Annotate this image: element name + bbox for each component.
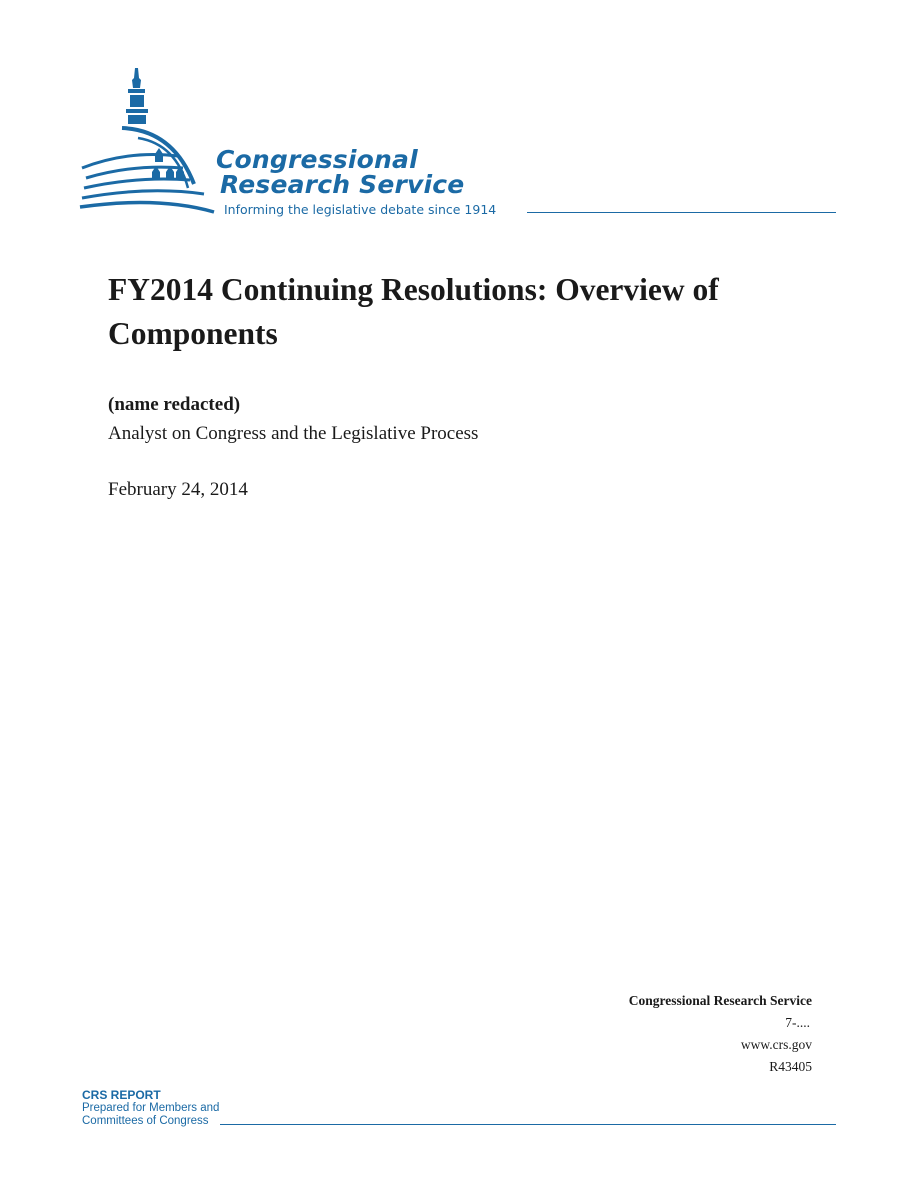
report-info — [629, 990, 812, 1078]
report-title: FY2014 Continuing Resolutions: Overview of Components — [108, 272, 719, 351]
footer-line3: Committees of Congress — [82, 1115, 209, 1127]
brand-name-line1: Congressional — [216, 145, 418, 174]
capitol-dome-icon — [78, 64, 238, 220]
brand-tagline: Informing the legislative debate since 1914 — [224, 202, 497, 217]
report-date: February 24, 2014 — [108, 479, 248, 500]
organization-name: Congressional Research Service — [628, 993, 812, 1008]
brand-name-line2: Research Service — [220, 170, 465, 199]
author-title: Analyst on Congress and the Legislative Process — [108, 423, 479, 444]
footer-label: CRS REPORT — [82, 1088, 161, 1102]
author-name: (name redacted) — [108, 394, 241, 415]
crs-report-footer — [82, 1089, 219, 1128]
footer-line2: Prepared for Members and — [82, 1102, 220, 1114]
footer-rule — [220, 1124, 836, 1125]
header-rule — [527, 212, 836, 213]
phone-number: 7-.... — [785, 1015, 810, 1030]
website-link[interactable]: www.crs.gov — [740, 1037, 812, 1052]
report-number: R43405 — [769, 1059, 812, 1074]
